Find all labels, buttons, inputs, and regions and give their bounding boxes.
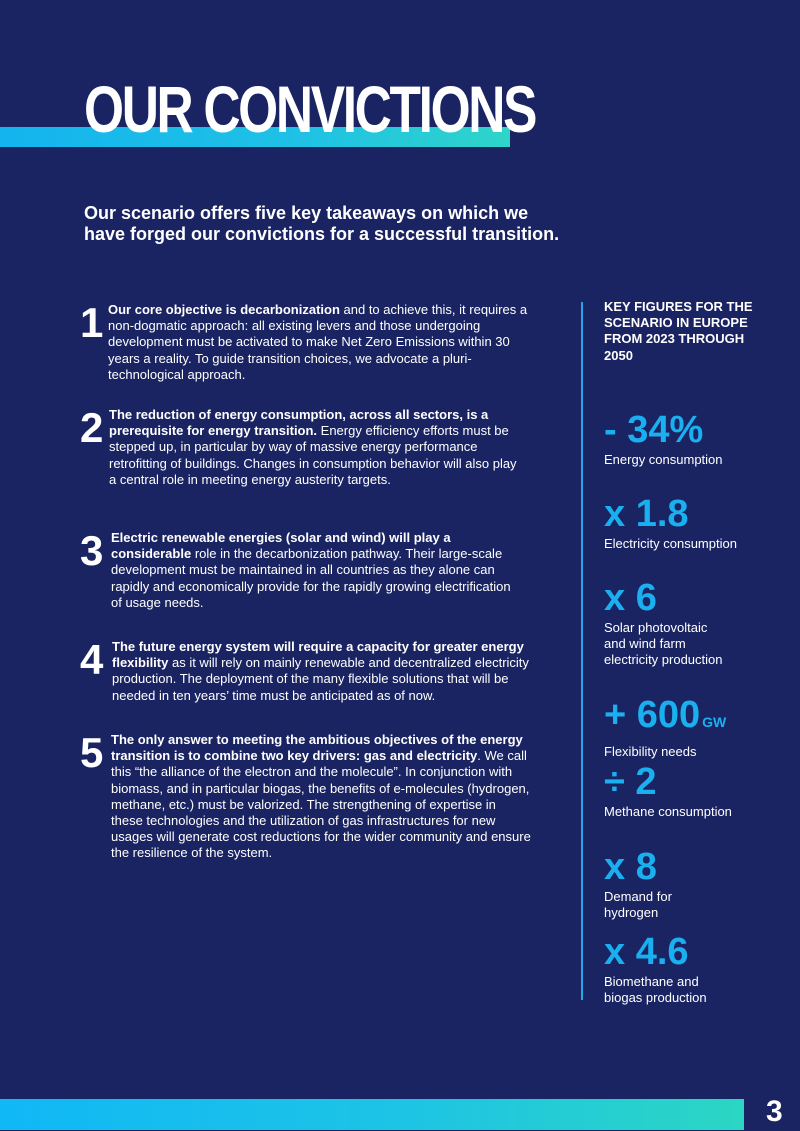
stat-value <box>604 410 784 450</box>
stat-flexibility-needs <box>604 695 784 760</box>
stat-label: Energy consumption <box>604 452 723 467</box>
stat-number: x 6 <box>604 577 657 619</box>
stat-number: + 600 <box>604 694 701 736</box>
stat-value <box>604 578 784 618</box>
stat-energy-consumption <box>604 410 784 468</box>
conviction-text <box>112 639 537 704</box>
stat-label: Solar photovoltaic and wind farm electricity production <box>604 620 723 668</box>
footer-gradient-bar <box>0 1099 744 1130</box>
stat-solar-wind-production <box>604 578 784 669</box>
stat-value <box>604 932 784 972</box>
stat-number: x 1.8 <box>604 493 689 535</box>
conviction-body: as it will rely on mainly renewable and decentralized electricity production. The deployment of the many flexible solutions that will be needed in ten years’ time must be anticipated as of now. <box>112 655 529 703</box>
conviction-text <box>108 302 538 383</box>
page-title: OUR CONVICTIONS <box>84 72 536 146</box>
stat-number: x 8 <box>604 846 657 888</box>
stat-label: Methane consumption <box>604 804 732 819</box>
stat-label: Demand for hydrogen <box>604 889 672 921</box>
conviction-number: 5 <box>80 729 102 776</box>
stat-hydrogen-demand <box>604 847 784 921</box>
stat-number: x 4.6 <box>604 931 689 973</box>
intro-text: Our scenario offers five key takeaways on which we have forged our convictions for a successful transition. <box>84 203 560 244</box>
stat-label: Flexibility needs <box>604 744 697 759</box>
conviction-number: 1 <box>80 299 102 346</box>
conviction-body: Energy efficiency efforts must be stepped up, in particular by way of massive energy performance retrofitting of buildings. Changes in consumption behavior will also play a central role in meeting energy austerity targets. <box>109 423 517 487</box>
conviction-bold: The only answer to meeting the ambitious objectives of the energy transition is to combine two key drivers: gas and electricity <box>111 732 523 764</box>
conviction-body: and to achieve this, it requires a non-dogmatic approach: all existing levers and those undergoing development must be activated to make Net Zero Emissions within 30 years a reality. To guide transition choices, we advocate a pluri-technological approach. <box>108 302 528 382</box>
stat-number: - 34% <box>604 409 704 451</box>
stat-electricity-consumption <box>604 494 784 552</box>
conviction-body: role in the decarbonization pathway. Their large-scale development must be maintained in all countries as they alone can rapidly and economically provide for the rapidly growing electrification of usage needs. <box>111 546 511 610</box>
stat-value <box>604 494 784 534</box>
stat-methane-consumption <box>604 762 784 820</box>
conviction-text <box>111 732 531 862</box>
conviction-bold: The future energy system will require a capacity for greater energy flexibility <box>112 639 524 671</box>
conviction-bold: The reduction of energy consumption, across all sectors, is a prerequisite for energy transition. <box>109 407 489 439</box>
conviction-body: . We call this “the alliance of the electron and the molecule”. In conjunction with biomass, and in particular biogas, the benefits of e-molecules (hydrogen, methane, etc.) must be valorized. The strengthening of expertise in these technologies and the utilization of gas infrastructures for new usages will generate cost reductions for the wider community and ensure the resilience of the system. <box>111 748 531 861</box>
conviction-bold: Our core objective is decarbonization <box>108 302 340 317</box>
conviction-bold: Electric renewable energies (solar and wind) will play a considerable <box>111 530 451 562</box>
stat-unit: GW <box>702 714 727 730</box>
stat-label: Electricity consumption <box>604 536 737 551</box>
conviction-number: 2 <box>80 404 102 451</box>
page-number: 3 <box>766 1095 783 1128</box>
conviction-number: 3 <box>80 527 102 574</box>
conviction-text <box>111 530 511 611</box>
stat-biomethane-production <box>604 932 784 1006</box>
conviction-number: 4 <box>80 636 102 683</box>
stat-label: Biomethane and biogas production <box>604 974 707 1006</box>
stat-value <box>604 847 784 887</box>
key-figures-divider <box>581 302 583 1000</box>
stat-number: ÷ 2 <box>604 761 657 803</box>
conviction-text <box>109 407 519 488</box>
stat-value <box>604 695 784 742</box>
stat-value <box>604 762 784 802</box>
key-figures-heading: KEY FIGURES FOR THE SCENARIO IN EUROPE FROM 2023 THROUGH 2050 <box>604 299 753 363</box>
